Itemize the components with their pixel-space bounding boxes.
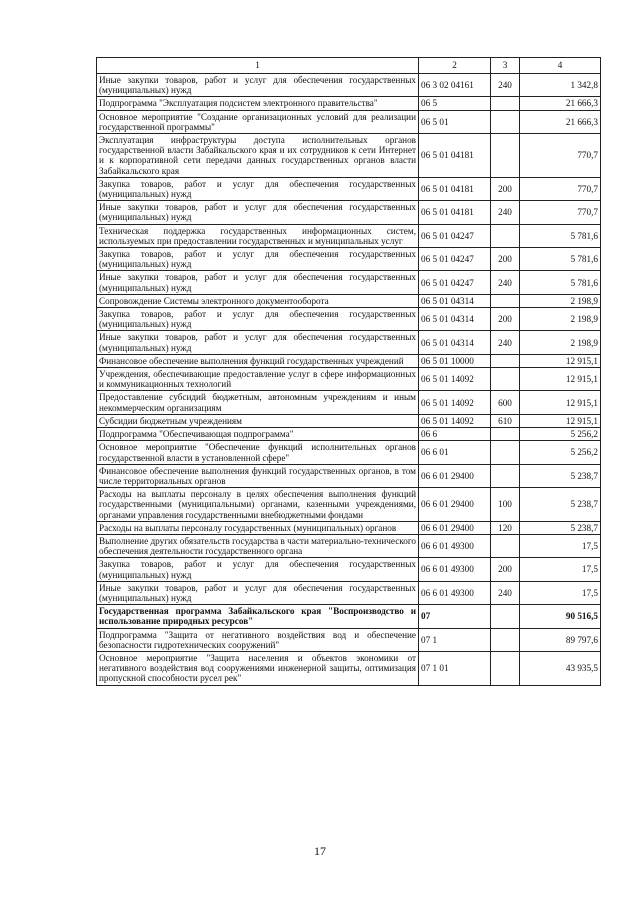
row-code-cell: 07 1 — [419, 628, 491, 651]
row-code-cell: 06 6 01 49300 — [419, 534, 491, 557]
row-amount-cell: 21 666,3 — [520, 110, 601, 133]
table-row — [97, 464, 601, 487]
table-row — [97, 331, 601, 354]
row-amount-cell: 770,7 — [520, 134, 601, 178]
row-amount-cell: 5 238,7 — [520, 521, 601, 534]
table-row — [97, 110, 601, 133]
row-name-cell: Сопровождение Системы электронного документооборота — [97, 294, 419, 307]
row-name-cell: Закупка товаров, работ и услуг для обеспечения государственных (муниципальных) нужд — [97, 558, 419, 581]
row-name-cell: Финансовое обеспечение выполнения функций государственных органов, в том числе территориальных органов — [97, 464, 419, 487]
row-amount-cell: 2 198,9 — [520, 308, 601, 331]
row-code-cell: 06 5 01 04314 — [419, 308, 491, 331]
row-code-cell: 06 5 01 04314 — [419, 294, 491, 307]
row-code-cell: 06 6 01 — [419, 441, 491, 464]
budget-table — [96, 57, 601, 686]
row-name-cell: Расходы на выплаты персоналу государственных (муниципальных) органов — [97, 521, 419, 534]
row-name-cell: Расходы на выплаты персоналу в целях обеспечения выполнения функций государственными (муниципальными) органами, казенными учреждениями, органами управления государственными внебюджетными фондами — [97, 488, 419, 522]
table-row — [97, 74, 601, 97]
row-amount-cell: 12 915,1 — [520, 391, 601, 414]
table-row — [97, 97, 601, 110]
table-row — [97, 308, 601, 331]
row-expense-type-cell — [491, 441, 520, 464]
row-amount-cell: 17,5 — [520, 581, 601, 604]
table-row — [97, 294, 601, 307]
row-code-cell: 06 5 01 — [419, 110, 491, 133]
header-col-1: 1 — [97, 58, 419, 74]
row-name-cell: Эксплуатация инфраструктуры доступа исполнительных органов государственной власти Забайкальского края и их сотрудников к сети Интернет и к корпоративной сети передачи данных государственных органов власти Забайкальского края — [97, 134, 419, 178]
table-row — [97, 488, 601, 522]
table-row — [97, 605, 601, 628]
row-name-cell: Основное мероприятие "Обеспечение функций исполнительных органов государственной власти в установленной сфере" — [97, 441, 419, 464]
table-row — [97, 248, 601, 271]
row-name-cell: Иные закупки товаров, работ и услуг для обеспечения государственных (муниципальных) нужд — [97, 74, 419, 97]
row-expense-type-cell — [491, 651, 520, 685]
row-expense-type-cell: 240 — [491, 331, 520, 354]
row-expense-type-cell: 610 — [491, 414, 520, 427]
row-amount-cell: 1 342,8 — [520, 74, 601, 97]
row-code-cell: 06 5 01 04247 — [419, 248, 491, 271]
row-code-cell: 06 6 01 49300 — [419, 581, 491, 604]
row-name-cell: Подпрограмма "Эксплуатация подсистем электронного правительства" — [97, 97, 419, 110]
row-name-cell: Иные закупки товаров, работ и услуг для обеспечения государственных (муниципальных) нужд — [97, 581, 419, 604]
table-row — [97, 134, 601, 178]
table-row — [97, 581, 601, 604]
row-amount-cell: 5 781,6 — [520, 271, 601, 294]
table-row — [97, 558, 601, 581]
row-code-cell: 06 5 01 04181 — [419, 134, 491, 178]
row-name-cell: Выполнение других обязательств государства в части материально-технического обеспечения деятельности государственного органа — [97, 534, 419, 557]
row-code-cell: 06 5 01 04181 — [419, 201, 491, 224]
table-row — [97, 414, 601, 427]
row-amount-cell: 770,7 — [520, 201, 601, 224]
row-expense-type-cell: 200 — [491, 308, 520, 331]
row-expense-type-cell: 120 — [491, 521, 520, 534]
row-expense-type-cell — [491, 134, 520, 178]
table-header-row — [97, 58, 601, 74]
row-amount-cell: 5 781,6 — [520, 248, 601, 271]
table-row — [97, 441, 601, 464]
row-amount-cell: 17,5 — [520, 558, 601, 581]
row-expense-type-cell: 100 — [491, 488, 520, 522]
row-code-cell: 06 6 — [419, 428, 491, 441]
row-expense-type-cell: 240 — [491, 271, 520, 294]
table-row — [97, 651, 601, 685]
table-row — [97, 201, 601, 224]
row-name-cell: Закупка товаров, работ и услуг для обеспечения государственных (муниципальных) нужд — [97, 248, 419, 271]
row-amount-cell: 17,5 — [520, 534, 601, 557]
row-code-cell: 06 6 01 29400 — [419, 521, 491, 534]
row-name-cell: Иные закупки товаров, работ и услуг для обеспечения государственных (муниципальных) нужд — [97, 201, 419, 224]
row-expense-type-cell: 240 — [491, 74, 520, 97]
row-amount-cell: 5 256,2 — [520, 428, 601, 441]
row-name-cell: Предоставление субсидий бюджетным, автономным учреждениям и иным некоммерческим организациям — [97, 391, 419, 414]
table-row — [97, 628, 601, 651]
row-code-cell: 06 5 01 04247 — [419, 271, 491, 294]
row-amount-cell: 12 915,1 — [520, 414, 601, 427]
row-code-cell: 06 5 01 04181 — [419, 177, 491, 200]
row-expense-type-cell — [491, 534, 520, 557]
row-name-cell: Финансовое обеспечение выполнения функций государственных учреждений — [97, 354, 419, 367]
row-amount-cell: 5 781,6 — [520, 224, 601, 247]
table-row — [97, 224, 601, 247]
row-amount-cell: 2 198,9 — [520, 331, 601, 354]
row-expense-type-cell — [491, 354, 520, 367]
row-name-cell: Основное мероприятие "Защита населения и объектов экономики от негативного воздействия вод сооружениями инженерной защиты, оптимизация пропускной способности русел рек" — [97, 651, 419, 685]
row-expense-type-cell: 600 — [491, 391, 520, 414]
row-code-cell: 06 6 01 29400 — [419, 464, 491, 487]
row-code-cell: 06 5 01 14092 — [419, 368, 491, 391]
row-amount-cell: 5 256,2 — [520, 441, 601, 464]
table-row — [97, 521, 601, 534]
row-code-cell: 06 5 01 10000 — [419, 354, 491, 367]
table-row — [97, 428, 601, 441]
table-row — [97, 391, 601, 414]
table-row — [97, 271, 601, 294]
row-name-cell: Иные закупки товаров, работ и услуг для обеспечения государственных (муниципальных) нужд — [97, 331, 419, 354]
row-name-cell: Государственная программа Забайкальского края "Воспроизводство и использование природных ресурсов" — [97, 605, 419, 628]
row-code-cell: 06 5 — [419, 97, 491, 110]
page-number: 17 — [314, 844, 326, 858]
row-expense-type-cell: 240 — [491, 201, 520, 224]
row-amount-cell: 12 915,1 — [520, 368, 601, 391]
header-col-3: 3 — [491, 58, 520, 74]
table-row — [97, 177, 601, 200]
row-code-cell: 06 5 01 14092 — [419, 391, 491, 414]
header-col-2: 2 — [419, 58, 491, 74]
row-amount-cell: 90 516,5 — [520, 605, 601, 628]
row-code-cell: 07 — [419, 605, 491, 628]
row-amount-cell: 5 238,7 — [520, 464, 601, 487]
row-name-cell: Субсидии бюджетным учреждениям — [97, 414, 419, 427]
row-expense-type-cell: 240 — [491, 581, 520, 604]
row-expense-type-cell — [491, 224, 520, 247]
row-expense-type-cell — [491, 428, 520, 441]
row-name-cell: Закупка товаров, работ и услуг для обеспечения государственных (муниципальных) нужд — [97, 177, 419, 200]
row-expense-type-cell — [491, 628, 520, 651]
row-expense-type-cell — [491, 464, 520, 487]
row-code-cell: 06 3 02 04161 — [419, 74, 491, 97]
row-expense-type-cell: 200 — [491, 248, 520, 271]
table-row — [97, 368, 601, 391]
row-amount-cell: 12 915,1 — [520, 354, 601, 367]
row-amount-cell: 2 198,9 — [520, 294, 601, 307]
row-code-cell: 07 1 01 — [419, 651, 491, 685]
row-expense-type-cell — [491, 97, 520, 110]
row-amount-cell: 5 238,7 — [520, 488, 601, 522]
row-amount-cell: 43 935,5 — [520, 651, 601, 685]
row-amount-cell: 21 666,3 — [520, 97, 601, 110]
row-code-cell: 06 5 01 04314 — [419, 331, 491, 354]
row-code-cell: 06 6 01 29400 — [419, 488, 491, 522]
table-body — [97, 74, 601, 686]
row-expense-type-cell — [491, 368, 520, 391]
row-name-cell: Техническая поддержка государственных информационных систем, используемых при предоставлении государственных и муниципальных услуг — [97, 224, 419, 247]
row-expense-type-cell: 200 — [491, 177, 520, 200]
row-expense-type-cell — [491, 294, 520, 307]
row-name-cell: Учреждения, обеспечивающие предоставление услуг в сфере информационных и коммуникационных технологий — [97, 368, 419, 391]
row-code-cell: 06 6 01 49300 — [419, 558, 491, 581]
row-code-cell: 06 5 01 04247 — [419, 224, 491, 247]
row-name-cell: Иные закупки товаров, работ и услуг для обеспечения государственных (муниципальных) нужд — [97, 271, 419, 294]
row-expense-type-cell — [491, 110, 520, 133]
row-code-cell: 06 5 01 14092 — [419, 414, 491, 427]
table-row — [97, 354, 601, 367]
row-expense-type-cell — [491, 605, 520, 628]
row-amount-cell: 770,7 — [520, 177, 601, 200]
header-col-4: 4 — [520, 58, 601, 74]
row-name-cell: Основное мероприятие "Создание организационных условий для реализации государственной программы" — [97, 110, 419, 133]
table-row — [97, 534, 601, 557]
row-amount-cell: 89 797,6 — [520, 628, 601, 651]
row-name-cell: Подпрограмма "Обеспечивающая подпрограмма" — [97, 428, 419, 441]
row-name-cell: Закупка товаров, работ и услуг для обеспечения государственных (муниципальных) нужд — [97, 308, 419, 331]
row-name-cell: Подпрограмма "Защита от негативного воздействия вод и обеспечение безопасности гидротехнических сооружений" — [97, 628, 419, 651]
row-expense-type-cell: 200 — [491, 558, 520, 581]
